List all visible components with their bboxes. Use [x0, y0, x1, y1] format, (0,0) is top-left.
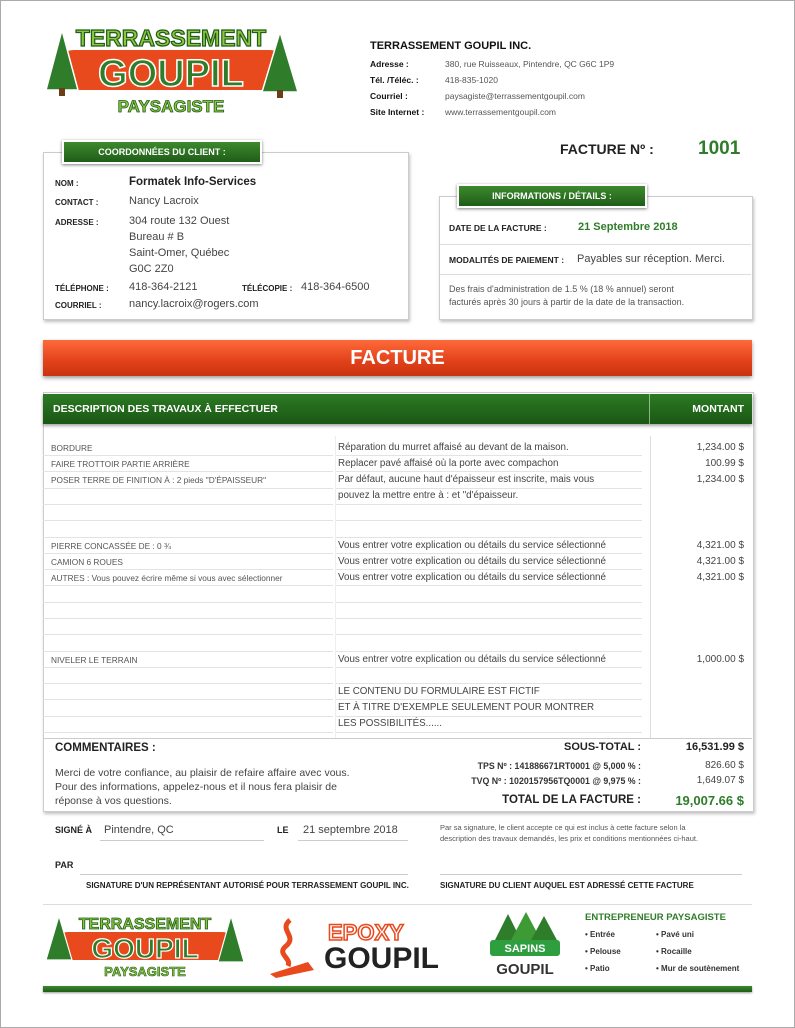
item-desc[interactable]: Réparation du murret affaisé au devant de la maison. [338, 442, 569, 453]
client-address-label: ADRESSE : [55, 218, 99, 227]
item-desc[interactable]: Par défaut, aucune haut d'épaisseur est inscrite, mais vous [338, 474, 595, 485]
client-email-label: COURRIEL : [55, 301, 102, 310]
service-item: • Mur de soutènement [656, 964, 740, 973]
by-label: PAR [55, 860, 74, 870]
date-label: DATE DE LA FACTURE : [449, 223, 547, 233]
item-title[interactable]: BORDURE [51, 443, 93, 453]
date-signed-value[interactable]: 21 septembre 2018 [303, 824, 398, 836]
row-gridline [43, 683, 333, 684]
column-divider [650, 436, 651, 738]
row-gridline [336, 667, 642, 668]
comment-line: réponse à vos questions. [55, 795, 172, 807]
website-label: Site Internet : [370, 107, 425, 117]
item-desc[interactable]: Vous entrer votre explication ou détails du service sélectionné [338, 540, 606, 551]
accept-note-line: description des travaux demandés, les prix et conditions mentionnées ci-haut. [440, 834, 699, 843]
logo-top-text: TERRASSEMENT [75, 25, 267, 51]
item-desc[interactable]: LE CONTENU DU FORMULAIRE EST FICTIF [338, 686, 540, 697]
comments-label: COMMENTAIRES : [55, 742, 156, 754]
client-tab: COORDONNÉES DU CLIENT : [62, 140, 262, 164]
item-title[interactable]: FAIRE TROTTOIR PARTIE ARRIÈRE [51, 459, 190, 469]
phone-label: Tél. /Téléc. : [370, 75, 419, 85]
row-gridline [43, 520, 333, 521]
payment-terms[interactable]: Payables sur réception. Merci. [577, 253, 725, 265]
address-label: Adresse : [370, 59, 409, 69]
signed-at-label: SIGNÉ À [55, 825, 93, 835]
service-label: Mur de soutènement [661, 964, 740, 973]
item-desc[interactable]: ET À TITRE D'EXEMPLE SEULEMENT POUR MONTRER [338, 702, 595, 713]
address-value: 380, rue Ruisseaux, Pintendre, QC G6C 1P9 [445, 59, 615, 69]
logo-sub-text: PAYSAGISTE [117, 97, 225, 116]
row-gridline [43, 716, 333, 717]
row-gridline [43, 569, 333, 570]
row-gridline [336, 699, 642, 700]
item-amount[interactable]: 100.99 $ [705, 458, 744, 469]
row-gridline [43, 618, 333, 619]
company-name: TERRASSEMENT GOUPIL INC. [370, 40, 532, 52]
website-value[interactable]: www.terrassementgoupil.com [445, 107, 557, 117]
item-desc[interactable]: Vous entrer votre explication ou détails du service sélectionné [338, 556, 606, 567]
signed-at-value[interactable]: Pintendre, QC [104, 824, 174, 836]
item-amount[interactable]: 4,321.00 $ [696, 540, 744, 551]
service-label: Pavé uni [661, 930, 694, 939]
subtotal-label: SOUS-TOTAL : [564, 741, 641, 753]
service-item: • Pavé uni [656, 930, 694, 939]
item-desc[interactable]: Vous entrer votre explication ou détails du service sélectionné [338, 572, 606, 583]
item-amount[interactable]: 1,000.00 $ [696, 654, 744, 665]
client-contact-label: CONTACT : [55, 198, 99, 207]
footer-divider [43, 904, 752, 905]
table-header [43, 394, 752, 424]
client-address-line[interactable]: Saint-Omer, Québec [129, 247, 230, 259]
phone-value: 418-835-1020 [445, 75, 498, 85]
row-gridline [43, 504, 333, 505]
invoice-banner: FACTURE [43, 340, 752, 376]
epoxy-text: EPOXY [328, 920, 404, 945]
row-gridline [43, 585, 333, 586]
fees-note: Des frais d'administration de 1.5 % (18 % annuel) seront [449, 284, 674, 294]
accept-note [440, 822, 698, 844]
date-signed-label: LE [277, 825, 289, 835]
email-label: Courriel : [370, 91, 408, 101]
item-desc[interactable]: Vous entrer votre explication ou détails du service sélectionné [338, 654, 606, 665]
row-gridline [336, 553, 642, 554]
service-item: • Pelouse [585, 947, 621, 956]
service-label: Pelouse [590, 947, 621, 956]
client-contact[interactable]: Nancy Lacroix [129, 195, 199, 207]
client-phone[interactable]: 418-364-2121 [129, 281, 198, 293]
col-description: DESCRIPTION DES TRAVAUX À EFFECTUER [53, 403, 278, 415]
row-gridline [43, 471, 333, 472]
item-desc[interactable]: Replacer pavé affaisé où la porte avec compachon [338, 458, 559, 469]
email-value[interactable]: paysagiste@terrassementgoupil.com [445, 91, 585, 101]
row-gridline [336, 732, 642, 733]
row-gridline [43, 553, 333, 554]
tvq-value: 1,649.07 $ [696, 775, 744, 786]
epoxy-goupil-text: GOUPIL [324, 942, 440, 975]
footer-logo-sub: PAYSAGISTE [104, 964, 186, 979]
row-gridline [336, 504, 642, 505]
service-item: • Patio [585, 964, 610, 973]
row-gridline [336, 471, 642, 472]
logo-main-text: GOUPIL [98, 53, 244, 95]
footer-logo-main: GOUPIL [91, 933, 199, 964]
epoxy-logo [268, 914, 468, 978]
row-gridline [43, 699, 333, 700]
divider [440, 244, 751, 245]
invoice-number-label: FACTURE Nº : [560, 141, 654, 157]
comment-line: Merci de votre confiance, au plaisir de refaire affaire avec vous. [55, 767, 350, 779]
row-gridline [43, 732, 333, 733]
row-gridline [336, 520, 642, 521]
tps-value: 826.60 $ [705, 760, 744, 771]
item-title[interactable]: AUTRES : Vous pouvez écrire même si vous avec sélectionner [51, 573, 283, 583]
fees-note: facturés après 30 jours à partir de la date de la transaction. [449, 297, 685, 307]
comments[interactable] [55, 766, 350, 808]
client-name[interactable]: Formatek Info-Services [129, 176, 257, 188]
row-gridline [336, 585, 642, 586]
client-name-label: NOM : [55, 179, 79, 188]
rep-signature-caption: SIGNATURE D'UN REPRÉSENTANT AUTORISÉ POUR TERRASSEMENT GOUPIL INC. [86, 881, 409, 890]
client-fax[interactable]: 418-364-6500 [301, 281, 370, 293]
service-label: Patio [590, 964, 610, 973]
row-gridline [43, 537, 333, 538]
item-amount[interactable]: 1,234.00 $ [696, 442, 744, 453]
row-gridline [336, 683, 642, 684]
item-amount[interactable]: 4,321.00 $ [696, 572, 744, 583]
comment-line: Pour des informations, appelez-nous et il nous fera plaisir de [55, 781, 337, 793]
row-gridline [336, 488, 642, 489]
item-title[interactable]: NIVELER LE TERRAIN [51, 655, 138, 665]
subtotal-value: 16,531.99 $ [685, 741, 744, 753]
client-signature-caption: SIGNATURE DU CLIENT AUQUEL EST ADRESSÉ CETTE FACTURE [440, 881, 694, 890]
col-separator [649, 394, 650, 424]
service-label: Rocaille [661, 947, 692, 956]
info-tab: INFORMATIONS / DÉTAILS : [457, 184, 647, 208]
sapins-text: SAPINS [504, 943, 546, 955]
signed-at-line [100, 840, 264, 841]
row-gridline [43, 455, 333, 456]
item-title[interactable]: CAMION 6 ROUES [51, 557, 123, 567]
item-desc[interactable]: LES POSSIBILITÉS...... [338, 718, 442, 729]
footer-logo-goupil [42, 912, 248, 982]
divider [43, 738, 752, 739]
client-address-line[interactable]: Bureau # B [129, 231, 185, 243]
row-gridline [336, 602, 642, 603]
item-desc[interactable]: pouvez la mettre entre à : et "d'épaisseur. [338, 490, 519, 501]
row-gridline [336, 651, 642, 652]
item-amount[interactable]: 4,321.00 $ [696, 556, 744, 567]
divider [440, 274, 751, 275]
row-gridline [336, 634, 642, 635]
client-signature-line[interactable] [440, 874, 742, 875]
row-gridline [336, 716, 642, 717]
tps-label: TPS Nº : 141886671RT0001 @ 5,000 % : [477, 761, 641, 771]
company-logo [40, 22, 302, 124]
tvq-label: TVQ Nº : 1020157956TQ0001 @ 9,975 % : [471, 776, 641, 786]
sapins-goupil-text: GOUPIL [496, 961, 554, 978]
sapins-logo [486, 912, 564, 980]
footer-logo-top: TERRASSEMENT [78, 916, 212, 933]
row-gridline [336, 537, 642, 538]
row-gridline [43, 488, 333, 489]
row-gridline [43, 667, 333, 668]
rep-signature-line[interactable] [80, 874, 408, 875]
total-label: TOTAL DE LA FACTURE : [502, 794, 641, 806]
item-title[interactable]: PIERRE CONCASSÉE DE : 0 ¾ [51, 541, 171, 551]
row-gridline [336, 569, 642, 570]
invoice-date[interactable]: 21 Septembre 2018 [578, 221, 678, 233]
client-fax-label: TÉLÉCOPIE : [242, 284, 293, 293]
invoice-number[interactable]: 1001 [698, 138, 741, 159]
row-gridline [43, 651, 333, 652]
date-signed-line [298, 840, 408, 841]
terms-label: MODALITÉS DE PAIEMENT : [449, 255, 565, 265]
row-gridline [336, 455, 642, 456]
client-address-line[interactable]: 304 route 132 Ouest [129, 215, 230, 227]
row-gridline [43, 602, 333, 603]
item-title[interactable]: POSER TERRE DE FINITION À : 2 pieds "D'ÉPAISSEUR" [51, 475, 267, 485]
footer-bar [43, 986, 752, 992]
services-title: ENTREPRENEUR PAYSAGISTE [585, 912, 726, 923]
service-item: • Entrée [585, 930, 615, 939]
item-amount[interactable]: 1,234.00 $ [696, 474, 744, 485]
client-email[interactable]: nancy.lacroix@rogers.com [129, 298, 259, 310]
accept-note-line: Par sa signature, le client accepte ce qui est inclus à cette facture selon la [440, 823, 686, 832]
client-address-line[interactable]: G0C 2Z0 [129, 263, 174, 275]
client-phone-label: TÉLÉPHONE : [55, 284, 109, 293]
col-amount: MONTANT [692, 403, 744, 415]
service-item: • Rocaille [656, 947, 692, 956]
row-gridline [43, 634, 333, 635]
total-value: 19,007.66 $ [675, 793, 744, 808]
service-label: Entrée [590, 930, 615, 939]
column-divider [335, 436, 336, 738]
row-gridline [336, 618, 642, 619]
